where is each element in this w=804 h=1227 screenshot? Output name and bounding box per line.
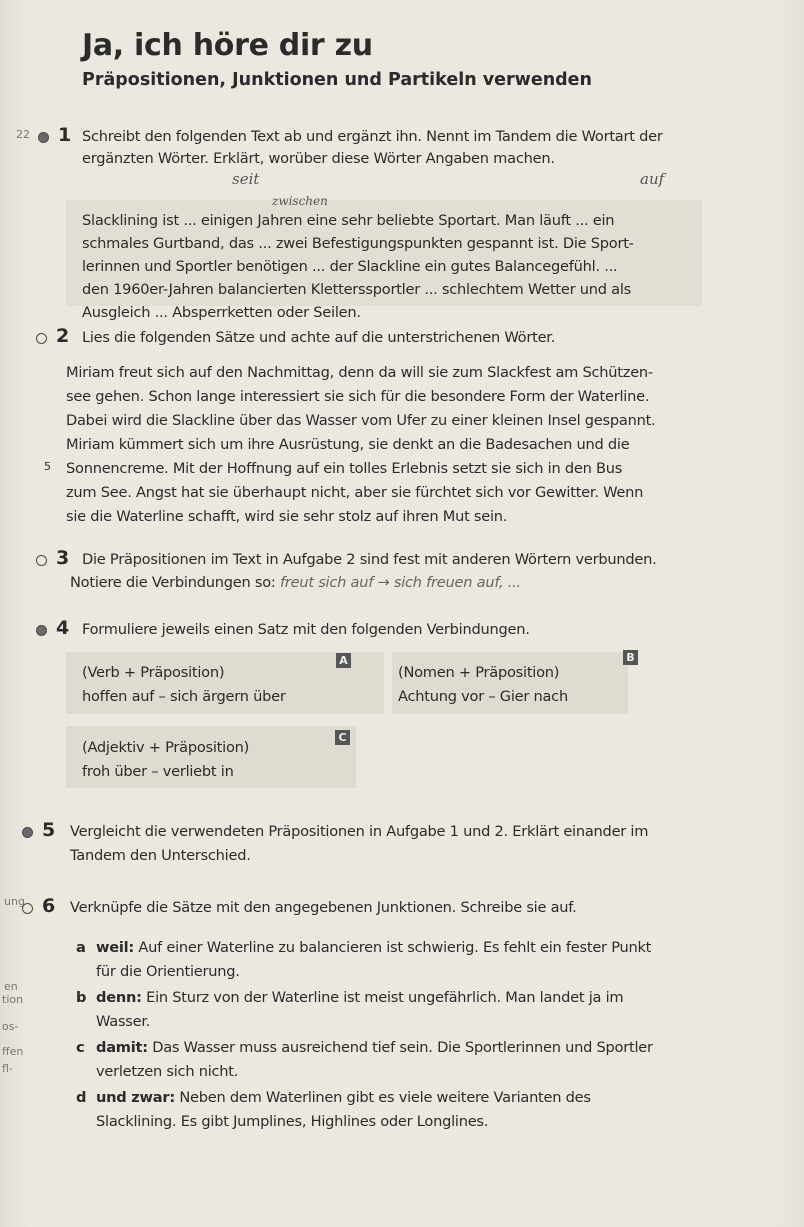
task5-instruction-line2: Tandem den Unterschied. (70, 847, 251, 864)
task6-item-c-line1 (96, 1039, 653, 1056)
task6-item-b-line2: Wasser. (96, 1013, 151, 1030)
junction-keyword: damit: (96, 1039, 148, 1056)
task1-text-line: Ausgleich ... Absperrketten oder Seilen. (82, 304, 361, 321)
task2-text-line: Dabei wird die Slackline über das Wasser vom Ufer zu einer kleinen Insel gespannt. (66, 412, 656, 429)
margin-fragment: fl- (2, 1062, 13, 1075)
task3-number: 3 (56, 547, 70, 569)
task2-text-line: see gehen. Schon lange interessiert sie sich für die besondere Form der Waterline. (66, 388, 650, 405)
item-text: Das Wasser muss ausreichend tief sein. Die Sportlerinnen und Sportler (152, 1039, 653, 1056)
task1-text-line: schmales Gurtband, das ... zwei Befestigungspunkten gespannt ist. Die Sport- (82, 235, 634, 252)
task5-number: 5 (42, 819, 56, 841)
task6-number: 6 (42, 895, 56, 917)
item-letter-b: b (76, 989, 87, 1006)
task6-item-c-line2: verletzen sich nicht. (96, 1063, 239, 1080)
task-bullet-icon (22, 827, 33, 838)
task4-number: 4 (56, 617, 70, 639)
task6-item-a-line1 (96, 939, 651, 956)
margin-fragment: os- (2, 1020, 19, 1033)
task2-number: 2 (56, 325, 70, 347)
box-tag-a: A (336, 653, 351, 668)
task1-text-line: Slacklining ist ... einigen Jahren eine sehr beliebte Sportart. Man läuft ... ein (82, 212, 615, 229)
box-c-items: froh über – verliebt in (82, 763, 234, 780)
task-bullet-icon (36, 333, 47, 344)
task3-label: Notiere die Verbindungen so: (70, 574, 276, 591)
box-tag-b: B (623, 650, 638, 665)
task3-instruction-line2 (70, 574, 521, 591)
line-number-marker: 5 (44, 460, 51, 473)
task-bullet-icon (36, 555, 47, 566)
task1-text-line: den 1960er-Jahren balancierten Kletterssportler ... schlechtem Wetter und als (82, 281, 632, 298)
task6-item-d-line2: Slacklining. Es gibt Jumplines, Highlines oder Longlines. (96, 1113, 489, 1130)
junction-keyword: weil: (96, 939, 134, 956)
task1-number: 1 (58, 124, 72, 146)
item-letter-d: d (76, 1089, 87, 1106)
task-bullet-icon (22, 903, 33, 914)
task-bullet-icon (38, 132, 49, 143)
task2-text-line: Miriam freut sich auf den Nachmittag, denn da will sie zum Slackfest am Schützen- (66, 364, 653, 381)
task6-item-b-line1 (96, 989, 623, 1006)
margin-fragment: en (4, 980, 18, 993)
item-text: Auf einer Waterline zu balancieren ist schwierig. Es fehlt ein fester Punkt (138, 939, 652, 956)
item-letter-c: c (76, 1039, 85, 1056)
box-tag-c: C (335, 730, 350, 745)
handwritten-answer: seit (232, 170, 260, 188)
margin-fragment: ffen (2, 1045, 24, 1058)
box-c-heading: (Adjektiv + Präposition) (82, 739, 250, 756)
task3-example: freut sich auf → sich freuen auf, ... (279, 574, 521, 591)
task3-instruction-line1: Die Präpositionen im Text in Aufgabe 2 sind fest mit anderen Wörtern verbunden. (82, 551, 657, 568)
box-b-heading: (Nomen + Präposition) (398, 664, 560, 681)
task6-item-a-line2: für die Orientierung. (96, 963, 240, 980)
task2-text-line: sie die Waterline schafft, wird sie sehr stolz auf ihren Mut sein. (66, 508, 508, 525)
margin-fragment: ung (4, 895, 25, 908)
handwritten-answer: zwischen (272, 194, 328, 208)
page-subtitle: Präpositionen, Junktionen und Partikeln verwenden (82, 70, 593, 90)
box-b-items: Achtung vor – Gier nach (398, 688, 568, 705)
margin-fragment: 22 (16, 128, 30, 141)
task2-text-line: Sonnencreme. Mit der Hoffnung auf ein tolles Erlebnis setzt sie sich in den Bus (66, 460, 623, 477)
task1-text-line: lerinnen und Sportler benötigen ... der Slackline ein gutes Balancegefühl. ... (82, 258, 618, 275)
task1-instruction-line1: Schreibt den folgenden Text ab und ergänzt ihn. Nennt im Tandem die Wortart der (82, 128, 663, 145)
margin-fragment: tion (2, 993, 24, 1006)
task-bullet-icon (36, 625, 47, 636)
item-text: Ein Sturz von der Waterline ist meist ungefährlich. Man landet ja im (146, 989, 624, 1006)
task5-instruction-line1: Vergleicht die verwendeten Präpositionen in Aufgabe 1 und 2. Erklärt einander im (70, 823, 649, 840)
task2-text-line: zum See. Angst hat sie überhaupt nicht, aber sie fürchtet sich vor Gewitter. Wenn (66, 484, 644, 501)
task4-instruction: Formuliere jeweils einen Satz mit den folgenden Verbindungen. (82, 621, 530, 638)
task2-text-line: Miriam kümmert sich um ihre Ausrüstung, sie denkt an die Badesachen und die (66, 436, 630, 453)
page-title: Ja, ich höre dir zu (82, 28, 373, 63)
task1-instruction-line2: ergänzten Wörter. Erklärt, worüber diese Wörter Angaben machen. (82, 150, 555, 167)
box-a-items: hoffen auf – sich ärgern über (82, 688, 286, 705)
item-letter-a: a (76, 939, 86, 956)
task2-instruction: Lies die folgenden Sätze und achte auf die unterstrichenen Wörter. (82, 329, 556, 346)
task6-instruction: Verknüpfe die Sätze mit den angegebenen Junktionen. Schreibe sie auf. (70, 899, 577, 916)
task6-item-d-line1 (96, 1089, 591, 1106)
handwritten-answer: auf (640, 170, 665, 188)
item-text: Neben dem Waterlinen gibt es viele weitere Varianten des (179, 1089, 591, 1106)
box-a-heading: (Verb + Präposition) (82, 664, 225, 681)
junction-keyword: denn: (96, 989, 142, 1006)
junction-keyword: und zwar: (96, 1089, 175, 1106)
